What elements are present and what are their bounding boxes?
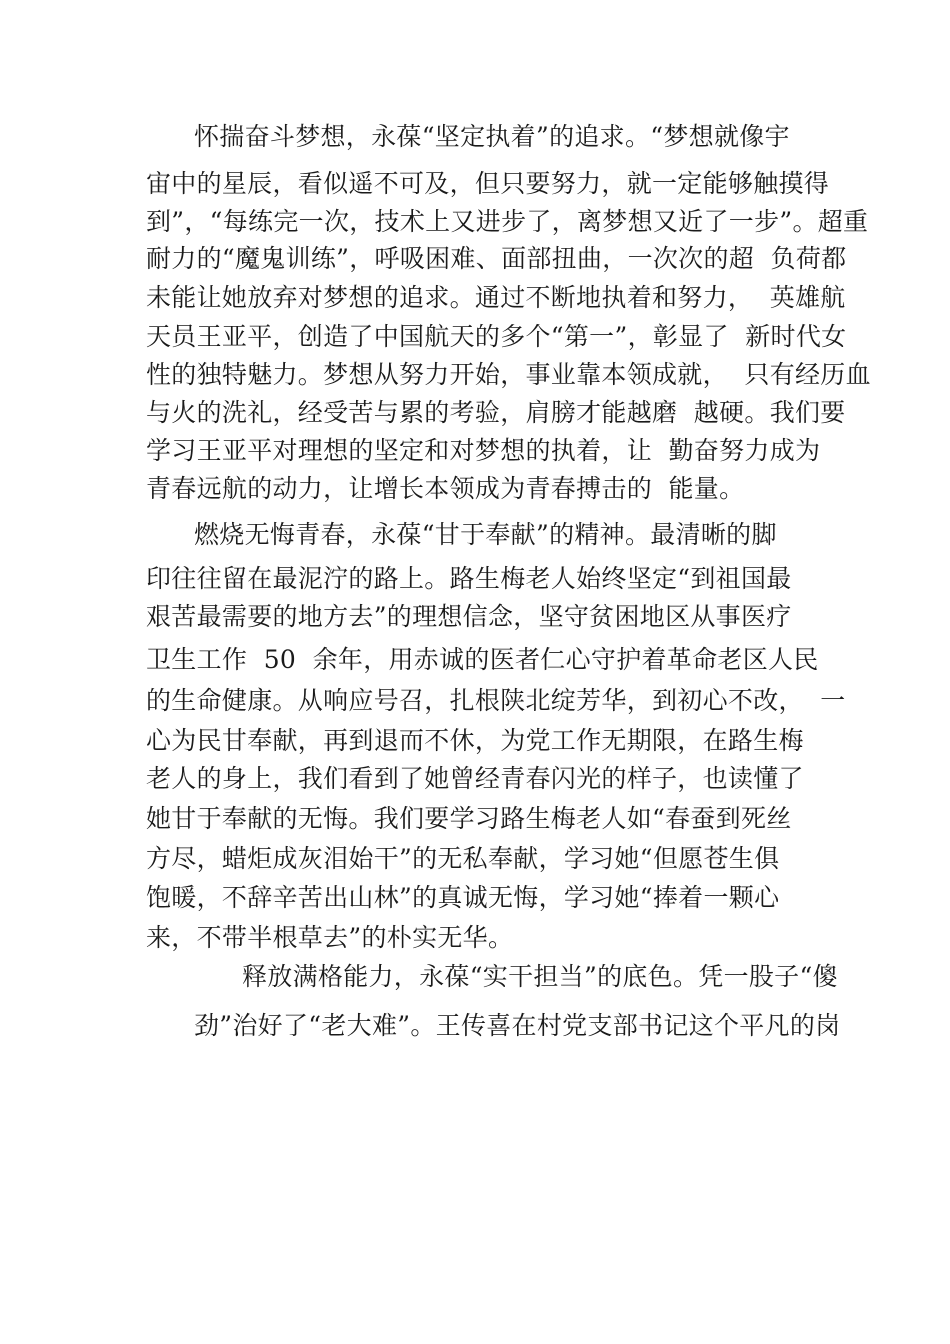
text-line: 宙中的星辰，看似遥不可及，但只要努力，就一定能够触摸得 <box>146 169 830 198</box>
text-line: 天员王亚平，创造了中国航天的多个“第一”，彰显了 新时代女 <box>146 322 847 351</box>
text-line: 的生命健康。从响应号召，扎根陕北绽芳华，到初心不改， 一 <box>146 686 846 715</box>
text-line: 来，不带半根草去”的朴实无华。 <box>146 923 514 952</box>
text-line: 她甘于奉献的无悔。我们要学习路生梅老人如“春蚕到死丝 <box>146 804 792 833</box>
text-line: 饱暖，不辞辛苦出山林”的真诚无悔，学习她“捧着一颗心 <box>146 883 780 912</box>
text-line: 与火的洗礼，经受苦与累的考验，肩膀才能越磨 越硬。我们要 <box>146 398 846 427</box>
text-line: 心为民甘奉献，再到退而不休，为党工作无期限，在路生梅 <box>146 726 804 755</box>
text-line: 印往往留在最泥泞的路上。路生梅老人始终坚定“到祖国最 <box>146 564 792 593</box>
text-line: 学习王亚平对理想的坚定和对梦想的执着，让 勤奋努力成为 <box>146 436 821 465</box>
text-line: 艰苦最需要的地方去”的理想信念，坚守贫困地区从事医疗 <box>146 602 792 631</box>
text-line: 怀揣奋斗梦想，永葆“坚定执着”的追求。“梦想就像宇 <box>194 122 790 151</box>
text-line: 劲”治好了“老大难”。王传喜在村党支部书记这个平凡的岗 <box>194 1011 841 1040</box>
text-line: 方尽，蜡炬成灰泪始干”的无私奉献，学习她“但愿苍生俱 <box>146 844 780 873</box>
text-line: 老人的身上，我们看到了她曾经青春闪光的样子，也读懂了 <box>146 764 804 793</box>
text-line: 耐力的“魔鬼训练”，呼吸困难、面部扭曲，一次次的超 负荷都 <box>146 244 847 273</box>
text-line: 卫生工作 50 余年，用赤诚的医者仁心守护着革命老区人民 <box>146 645 819 674</box>
text-line: 燃烧无悔青春，永葆“甘于奉献”的精神。最清晰的脚 <box>194 520 777 549</box>
text-line: 释放满格能力，永葆“实干担当”的底色。凭一股子“傻 <box>242 962 838 991</box>
text-line: 青春远航的动力，让增长本领成为青春搏击的 能量。 <box>146 474 745 503</box>
text-line: 性的独特魅力。梦想从努力开始，事业靠本领成就， 只有经历血 <box>146 360 871 389</box>
text-line: 未能让她放弃对梦想的追求。通过不断地执着和努力， 英雄航 <box>146 283 846 312</box>
text-line: 到”，“每练完一次，技术上又进步了，离梦想又近了一步”。超重 <box>146 207 869 236</box>
